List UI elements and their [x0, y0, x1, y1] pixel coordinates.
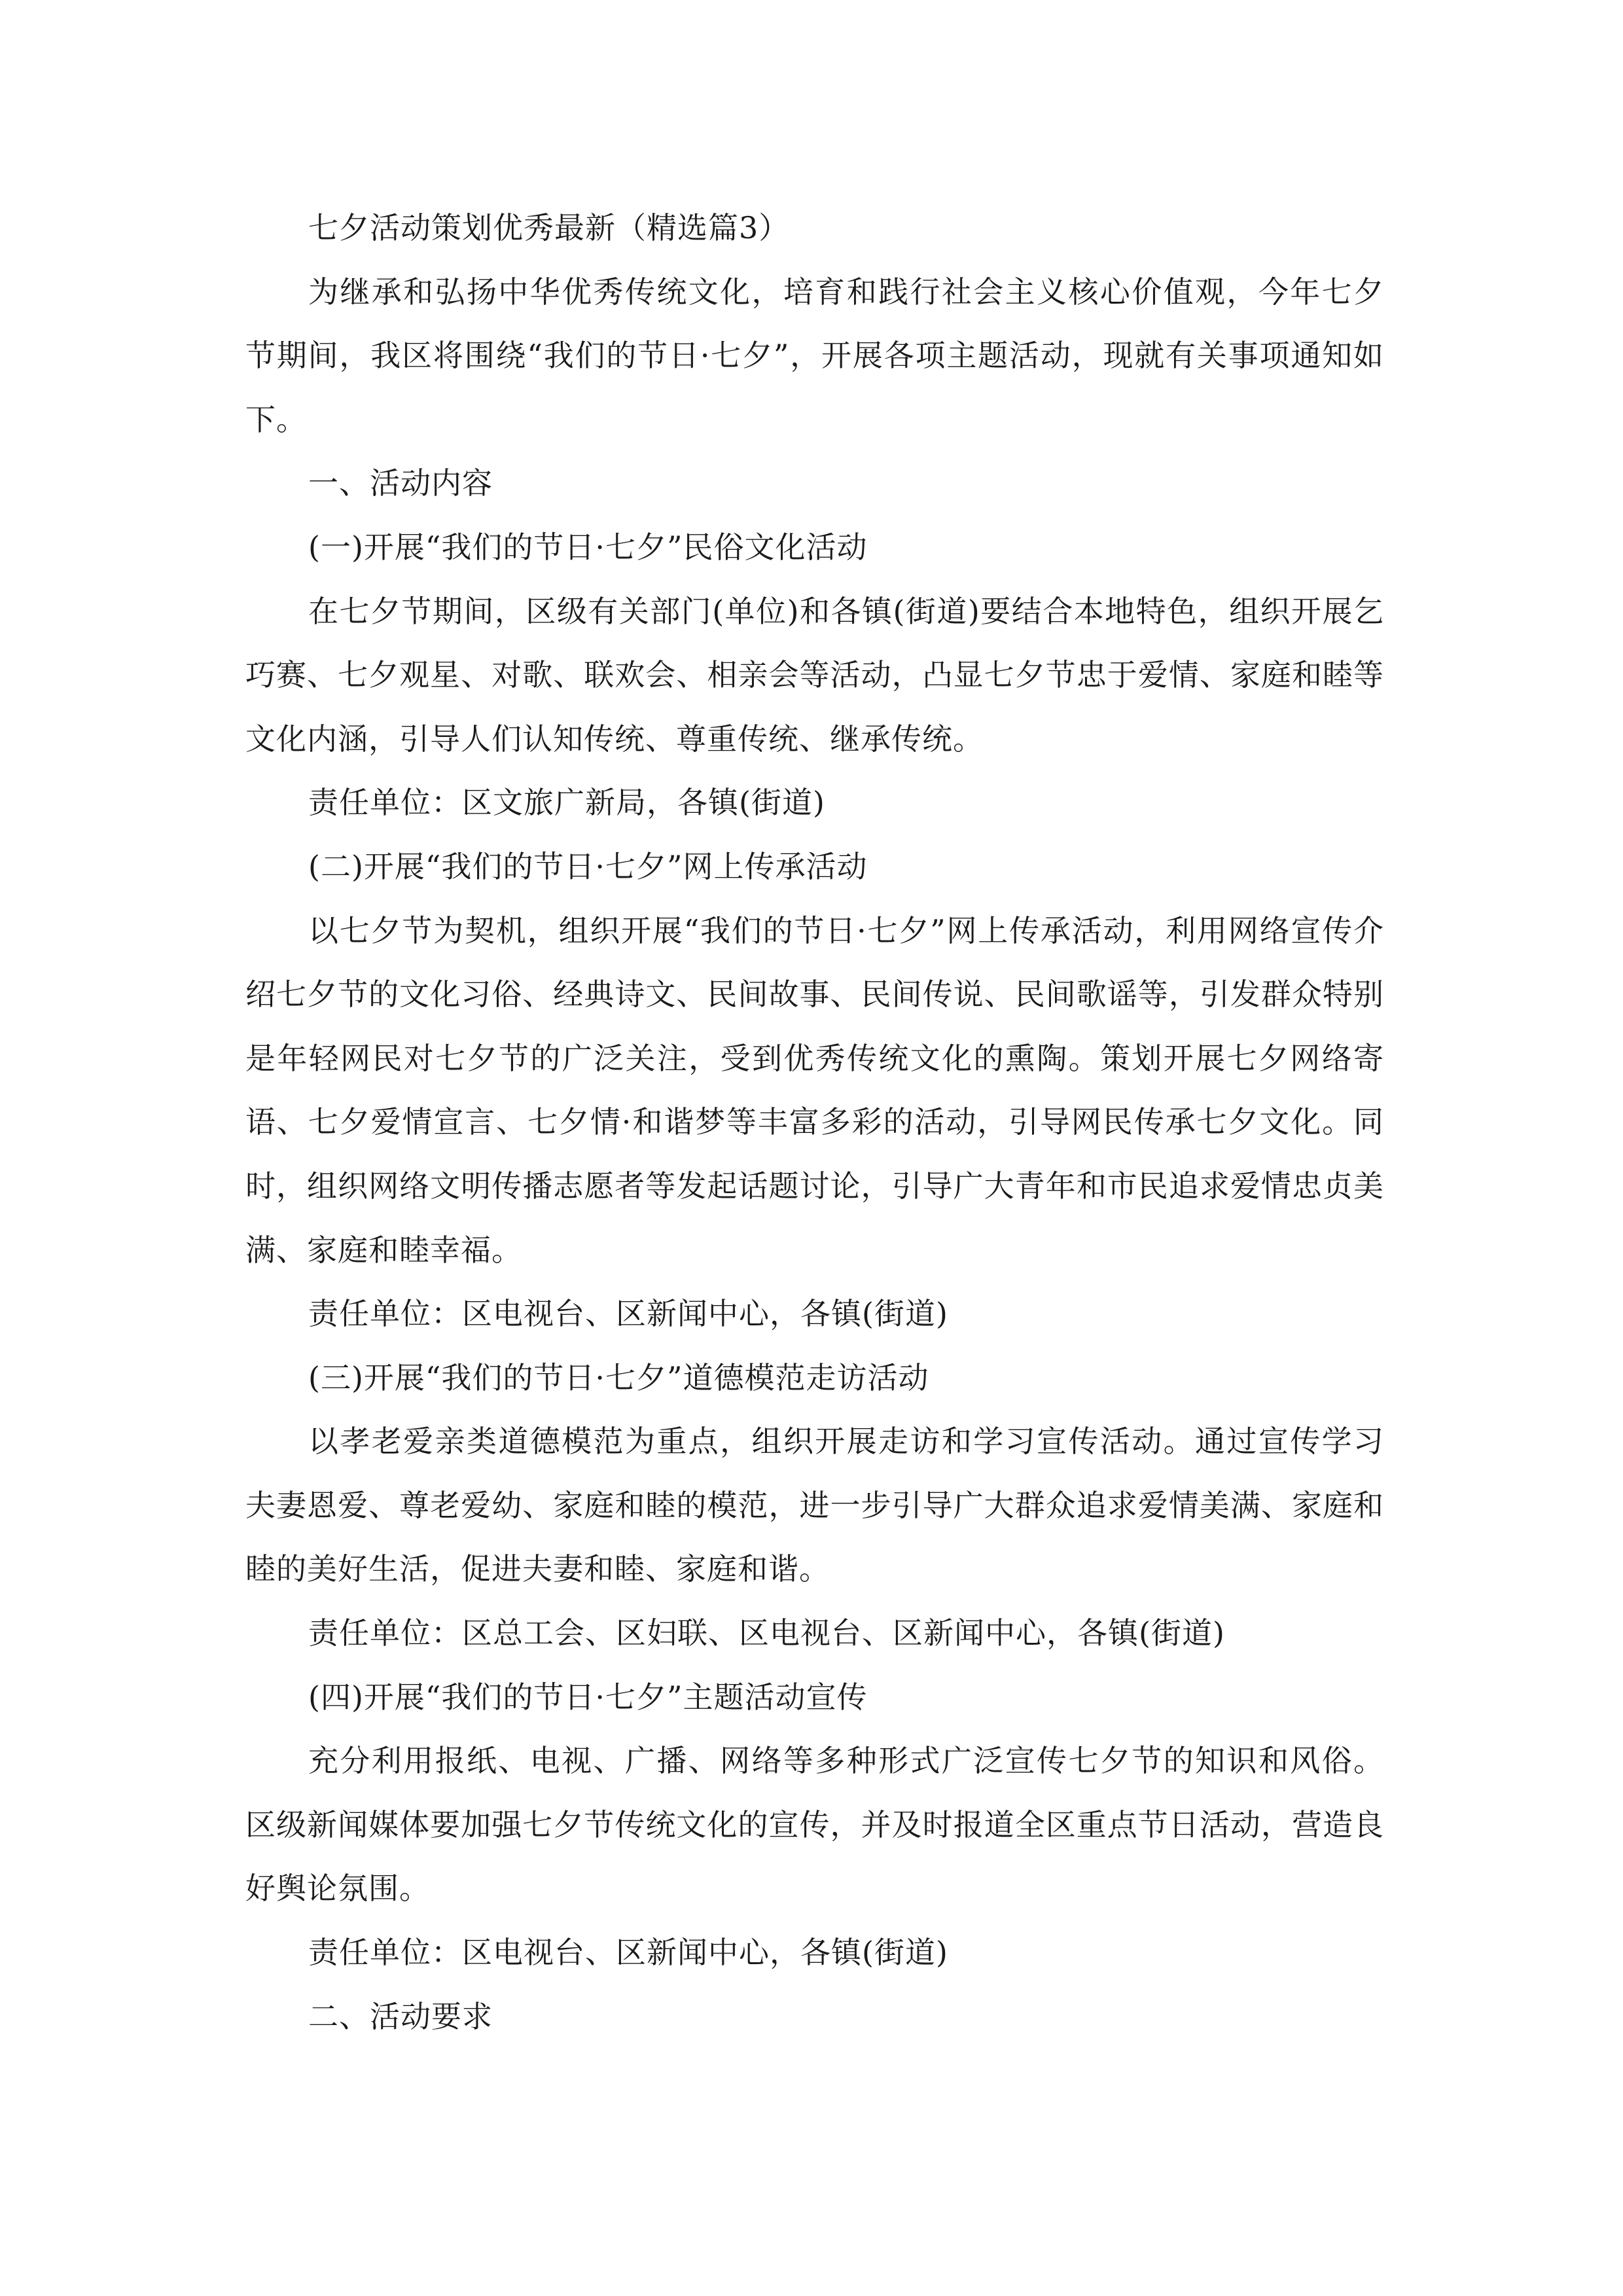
paragraph-online-heritage: 以七夕节为契机，组织开展“我们的节日·七夕”网上传承活动，利用网络宣传介绍七夕节的文化习俗、经典诗文、民间故事、民间传说、民间歌谣等，引发群众特别是年轻网民对七夕节的广泛关注，受到优秀传统文化的熏陶。策划开展七夕网络寄语、七夕爱情宣言、七夕情·和谐梦等丰富多彩的活动，引导网民传承七夕文化。同时，组织网络文明传播志愿者等发起话题讨论，引导广大青年和市民追求爱情忠贞美满、家庭和睦幸福。 — [245, 912, 1384, 1268]
responsible-units-2: 责任单位：区电视台、区新闻中心，各镇(街道) — [308, 1296, 948, 1332]
paragraph-folk-culture: 在七夕节期间，区级有关部门(单位)和各镇(街道)要结合本地特色，组织开展乞巧赛、七夕观星、对歌、联欢会、相亲会等活动，凸显七夕节忠于爱情、家庭和睦等文化内涵，引导人们认知传统、尊重传统、继承传统。 — [245, 593, 1384, 757]
paragraph-publicity: 充分利用报纸、电视、广播、网络等多种形式广泛宣传七夕节的知识和风俗。区级新闻媒体要加强七夕节传统文化的宣传，并及时报道全区重点节日活动，营造良好舆论氛围。 — [245, 1743, 1384, 1907]
responsible-units-3: 责任单位：区总工会、区妇联、区电视台、区新闻中心，各镇(街道) — [308, 1615, 1225, 1651]
paragraph-moral-models: 以孝老爱亲类道德模范为重点，组织开展走访和学习宣传活动。通过宣传学习夫妻恩爱、尊老爱幼、家庭和睦的模范，进一步引导广大群众追求爱情美满、家庭和睦的美好生活，促进夫妻和睦、家庭和谐。 — [245, 1424, 1384, 1587]
subheading-publicity: (四)开展“我们的节日·七夕”主题活动宣传 — [308, 1679, 868, 1715]
subheading-moral-models: (三)开展“我们的节日·七夕”道德模范走访活动 — [308, 1359, 929, 1395]
section-heading-activity-requirements: 二、活动要求 — [308, 1998, 493, 2034]
responsible-units-4: 责任单位：区电视台、区新闻中心，各镇(街道) — [308, 1935, 948, 1971]
document-body — [245, 196, 1384, 2049]
subheading-folk-culture: (一)开展“我们的节日·七夕”民俗文化活动 — [308, 529, 868, 565]
document-title: 七夕活动策划优秀最新（精选篇3） — [308, 210, 790, 245]
intro-paragraph: 为继承和弘扬中华优秀传统文化，培育和践行社会主义核心价值观，今年七夕节期间，我区将围绕“我们的节日·七夕”，开展各项主题活动，现就有关事项通知如下。 — [245, 274, 1384, 437]
responsible-units-1: 责任单位：区文旅广新局，各镇(街道) — [308, 785, 825, 821]
section-heading-activity-content: 一、活动内容 — [308, 465, 493, 501]
subheading-online-heritage: (二)开展“我们的节日·七夕”网上传承活动 — [308, 848, 868, 884]
